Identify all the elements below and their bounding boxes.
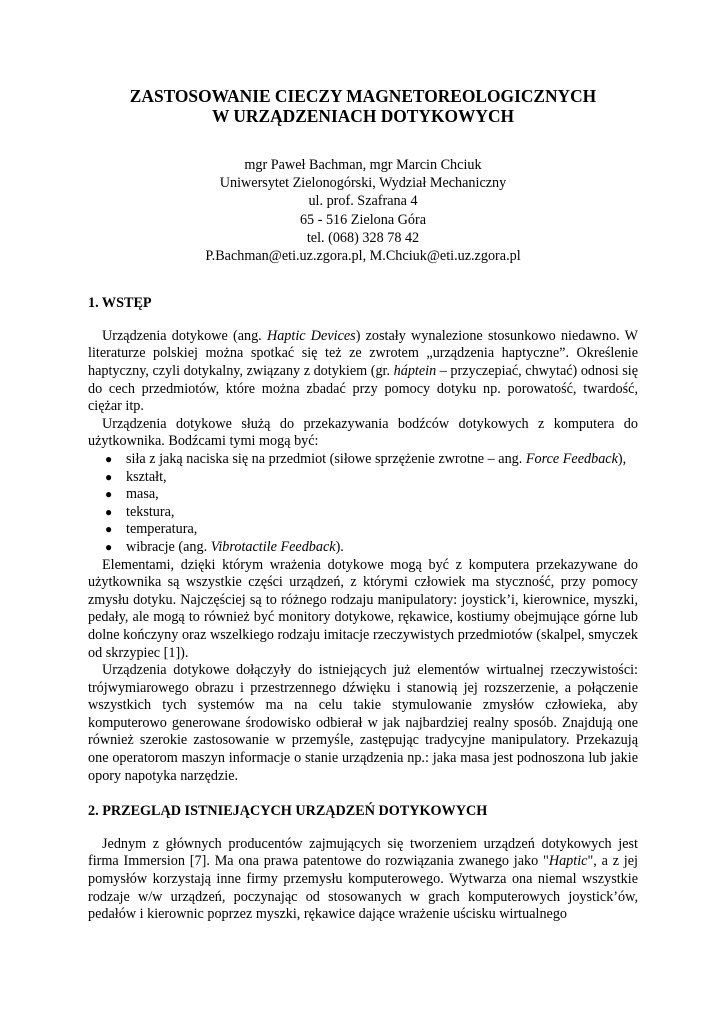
term-haptic: Haptic [548,853,588,870]
author-names: mgr Paweł Bachman, mgr Marcin Chciuk [244,157,482,173]
text-run: wibracje (ang. [126,538,211,555]
author-block [88,156,638,265]
text-run: – przyczepiać, chwytać) odnosi się do cech przedmiotów, które można zbadać przy pomocy dotyku np. porowatość, twardość, ciężar itp. [88,363,638,415]
text-run: kształt, [126,468,167,485]
text-run: Jednym z głównych producentów zajmujących się tworzeniem urządzeń dotykowych jest firma Immersion [7]. Ma ona prawa patentowe do rozwiązania zwanego jako " [88,835,638,870]
title-line-1: ZASTOSOWANIE CIECZY MAGNETOREOLOGICZNYCH [129,86,597,106]
term-haptein: háptein [393,363,437,379]
section-2-paragraph-1 [88,836,638,924]
list-item [88,469,638,487]
bullet-icon: ● [105,539,113,554]
author-phone: tel. (068) 328 78 42 [306,229,420,246]
term-haptic-devices: Haptic Devices [266,327,356,344]
text-run: Urządzenia dotykowe (ang. [102,327,267,344]
author-affiliation: Uniwersytet Zielonogórski, Wydział Mechaniczny [219,175,507,192]
section-1-paragraph-1 [88,328,638,416]
section-1-heading: 1. WSTĘP [88,295,152,312]
list-item [88,521,638,539]
term-force-feedback: Force Feedback [525,450,618,467]
stimuli-list [88,451,638,557]
text-run: ", a z jej pomysłów korzystają inne firmy przemysłu komputerowego. Wytwarza ona niemal wszystkie rodzaje w/w urządzeń, poczynając od stosowanych w grach komputerowych joystick’ów, pedałów i kierownic poprzez myszki, rękawice dające wrażenie uścisku wirtualnego [88,853,638,923]
bullet-icon: ● [105,522,113,537]
text-run: tekstura, [126,503,175,520]
paper-page [88,86,638,924]
section-1-paragraph-4: Urządzenia dotykowe dołączyły do istniejących już elementów wirtualnej rzeczywistości: trójwymiarowego obrazu i przestrzennego dźwięku i stanowią jej rozszerzenie, a połączenie wszystkich tych systemów ma na celu takie stymulowanie zmysłów człowieka, aby komputerowo generowane środowisko odbierał w jak najbardziej realny sposób. Znajdują one również szerokie zastosowanie w przemyśle, zastępując tradycyjne manipulatory. Przekazują one operatorom maszyn informacje o stanie urządzenia np.: jaka masa jest podnoszona lub jakie opory napotyka narzędzie. [88,662,638,784]
author-street: ul. prof. Szafrana 4 [308,193,418,210]
text-run: siła z jaką naciska się na przedmiot (siłowe sprzężenie zwrotne – ang. [126,450,526,467]
paper-title [88,86,638,126]
title-line-2: W URZĄDZENIACH DOTYKOWYCH [211,106,515,126]
text-run: ) zostały wynalezione stosunkowo niedawno. W literaturze polskiej można spotkać się też ze zwrotem „urządzenia haptyczne”. Określenie haptyczny, czyli dotykalny, związany z dotykiem (gr. [88,327,639,379]
text-run: ), [617,450,627,467]
author-city: 65 - 516 Zielona Góra [299,211,427,228]
author-emails: P.Bachman@eti.uz.zgora.pl, M.Chciuk@eti.uz.zgora.pl [205,248,521,265]
list-item [88,504,638,522]
text-run: ). [335,538,344,555]
section-1-paragraph-3: Elementami, dzięki którym wrażenia dotykowe mogą być z komputera przekazywane do użytkownika są wszystkie części urządzeń, z którymi człowiek ma styczność, przy pomocy zmysłu dotyku. Najczęściej są to różnego rodzaju manipulatory: joystick’i, kierownice, myszki, pedały, ale mogą to również być monitory dotykowe, rękawice, kostiumy obejmujące górne lub dolne kończyny oraz wszelkiego rodzaju imitacje rzeczywistych przedmiotów (skalpel, smyczek od skrzypiec [1]). [88,556,638,661]
section-2-heading: 2. PRZEGLĄD ISTNIEJĄCYCH URZĄDZEŃ DOTYKOWYCH [88,803,488,820]
list-item [88,451,638,469]
bullet-icon: ● [105,469,113,484]
section-1-paragraph-2: Urządzenia dotykowe służą do przekazywania bodźców dotykowych z komputera do użytkownika. Bodźcami tymi mogą być: [88,415,638,450]
list-item [88,486,638,504]
text-run: masa, [126,486,159,503]
bullet-icon: ● [105,487,113,502]
term-vibrotactile-feedback: Vibrotactile Feedback [210,538,336,555]
bullet-icon: ● [105,504,113,519]
bullet-icon: ● [105,451,113,466]
text-run: temperatura, [126,521,198,538]
list-item [88,539,638,557]
